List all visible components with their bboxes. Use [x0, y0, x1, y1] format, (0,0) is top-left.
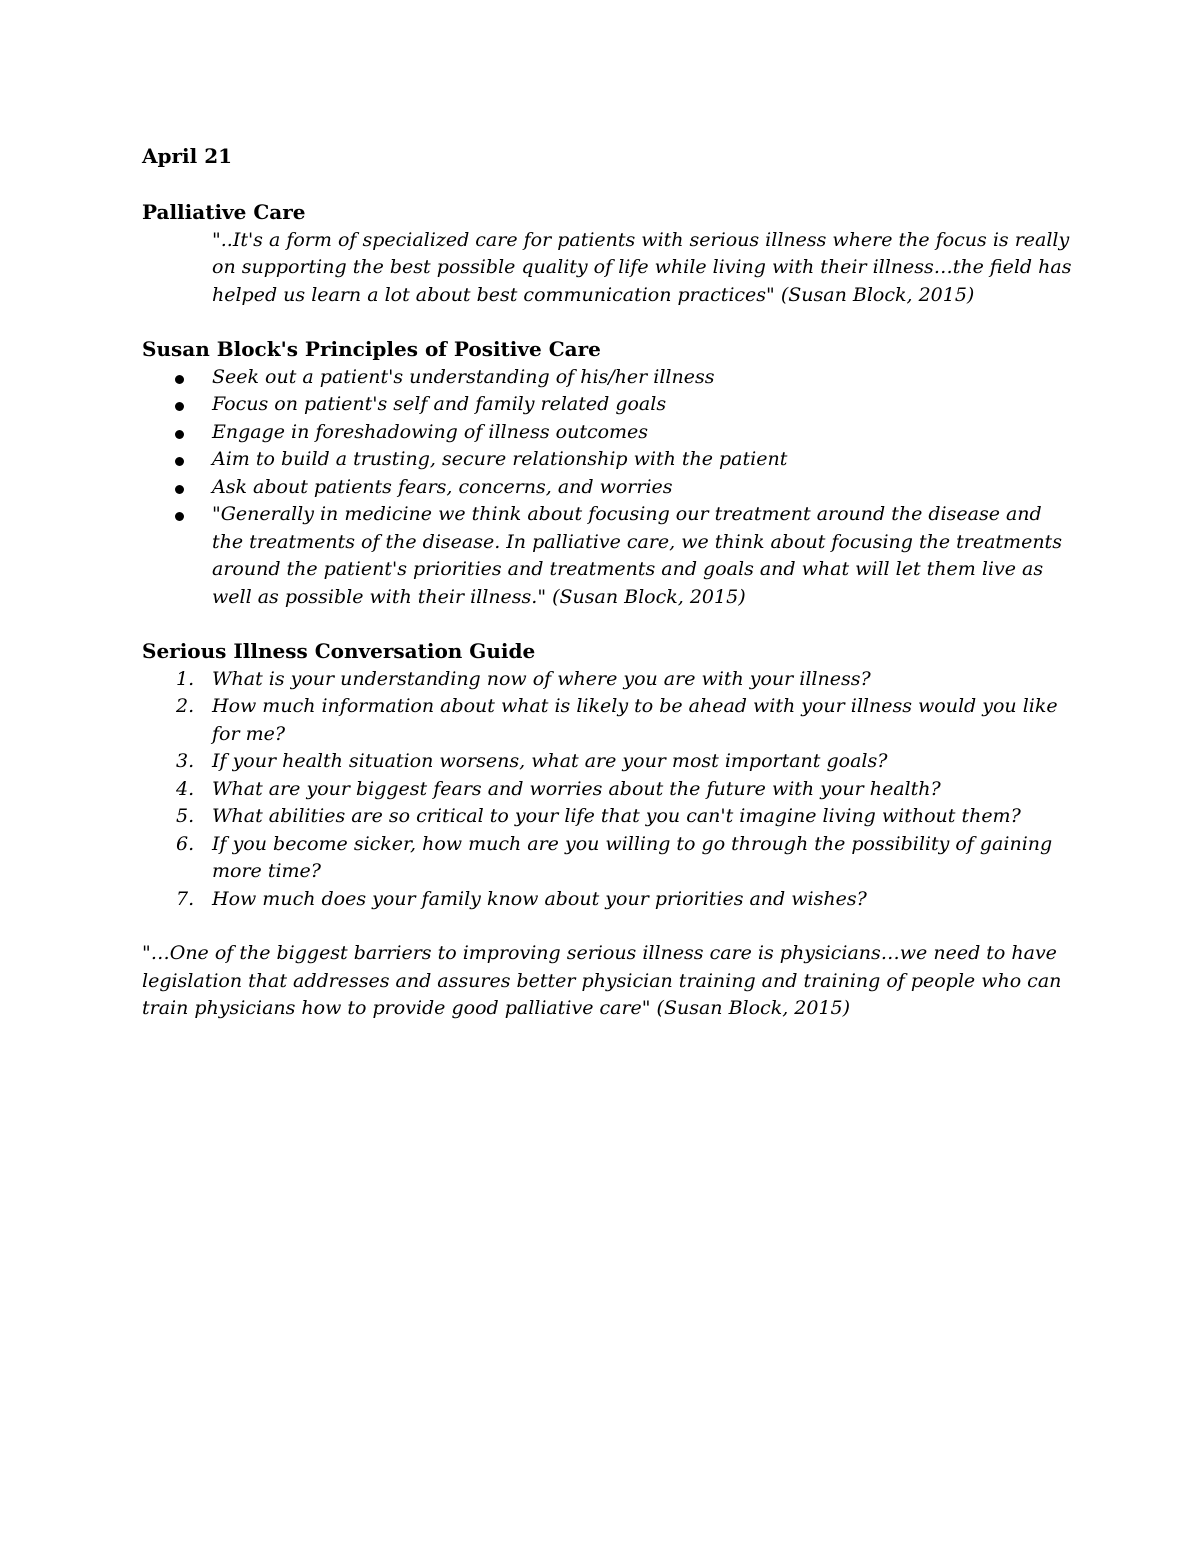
list-item	[142, 391, 1072, 419]
bullet-icon	[175, 457, 184, 466]
list-item	[142, 446, 1072, 474]
palliative-care-quote: "..It's a form of specialized care for patients with serious illness where the focus is really on supporting the best possible quality of life while living with their illness…the field has helped us learn a lot about best communication practices" (Susan Block, 2015)	[212, 228, 1072, 306]
list-item	[142, 776, 1072, 804]
bullet-icon	[175, 485, 184, 494]
list-item-text: If you become sicker, how much are you willing to go through the possibility of gaining more time?	[212, 832, 1053, 882]
list-item	[142, 693, 1072, 748]
date-heading: April 21	[142, 144, 233, 168]
conversation-guide-list	[142, 666, 1072, 914]
palliative-care-heading: Palliative Care	[142, 200, 306, 224]
bullet-icon	[175, 430, 184, 439]
principles-list	[142, 364, 1072, 612]
list-item-number: 2.	[176, 695, 195, 717]
bullet-icon	[175, 402, 184, 411]
list-item	[142, 419, 1072, 447]
list-item-text: Ask about patients fears, concerns, and worries	[212, 475, 673, 498]
list-item	[142, 501, 1072, 611]
list-item-number: 6.	[176, 832, 195, 855]
closing-quote: "…One of the biggest barriers to improving serious illness care is physicians…we need to have legislation that addresses and assures better physician training and training of people who can train physicians how to provide good palliative care" (Susan Block, 2015)	[142, 942, 1062, 1019]
list-item	[142, 748, 1072, 776]
list-item-text: Aim to build a trusting, secure relationship with the patient	[212, 448, 788, 470]
list-item-text: What is your understanding now of where you are with your illness?	[212, 667, 871, 690]
list-item-number: 1.	[176, 667, 195, 690]
list-item-text: How much information about what is likely to be ahead with your illness would you like for me?	[212, 695, 1058, 745]
list-item-text: Engage in foreshadowing of illness outcomes	[212, 420, 649, 443]
list-item	[142, 886, 1072, 914]
list-item-text: Focus on patient's self and family related goals	[212, 393, 667, 415]
bullet-icon	[175, 512, 184, 521]
list-item	[142, 474, 1072, 502]
bullet-icon	[175, 375, 184, 384]
list-item-number: 3.	[176, 750, 195, 772]
document-body	[142, 140, 1072, 1042]
conversation-guide-heading: Serious Illness Conversation Guide	[142, 639, 536, 663]
list-item-text: "Generally in medicine we think about focusing our treatment around the disease and the treatments of the disease. In palliative care, we think about focusing the treatments around the patient's priorities and treatments and goals and what will let them live as well as possible with their illness." (Susan Block, 2015)	[212, 503, 1062, 608]
list-item	[142, 803, 1072, 831]
list-item-text: What abilities are so critical to your life that you can't imagine living without them?	[212, 805, 1021, 827]
list-item	[142, 666, 1072, 694]
list-item	[142, 364, 1072, 392]
list-item-text: What are your biggest fears and worries about the future with your health?	[212, 777, 941, 800]
list-item-text: Seek out a patient's understanding of his/her illness	[212, 365, 715, 388]
list-item-text: How much does your family know about your priorities and wishes?	[212, 887, 867, 910]
list-item-number: 4.	[176, 777, 195, 800]
list-item-text: If your health situation worsens, what are your most important goals?	[212, 750, 888, 772]
list-item-number: 5.	[176, 805, 195, 827]
principles-heading: Susan Block's Principles of Positive Care	[142, 337, 601, 361]
list-item-number: 7.	[176, 887, 195, 910]
list-item	[142, 831, 1072, 886]
